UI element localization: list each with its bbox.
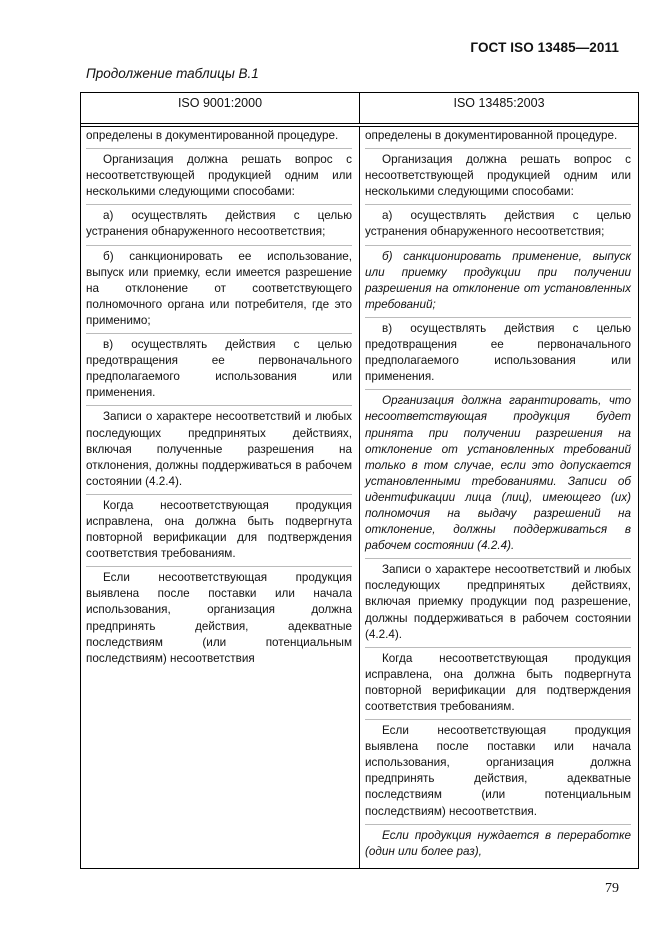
table-paragraph: Если несоответствующая продукция выявлена после поставки или начала использования, организация должна предпринять действия, адекватные последствиям (или потенциальным последствиям) несоответствия.	[365, 723, 631, 825]
table-paragraph: б) санкционировать применение, выпуск или приемку продукции при получении разрешения на отклонение от установленных требований;	[365, 249, 631, 318]
table-paragraph: Если несоответствующая продукция выявлена после поставки или начала использования, организация должна предпринять действия, адекватные последствиям (или потенциальным последствиям) несоответствия	[86, 571, 352, 665]
table-paragraph: Организация должна гарантировать, что несоответствующая продукция будет принята при получении разрешения на отклонение от установленных требований только в том случае, если это допускается установленными требованиями. Записи об идентификации лица (лиц), имеющего (их) полномочия на выдачу разрешений на отклонение, должны поддерживаться в рабочем состоянии (4.2.4).	[365, 393, 631, 559]
document-code: ГОСТ ISO 13485—2011	[470, 40, 619, 55]
table-paragraph: а) осуществлять действия с целью устранения обнаруженного несоответствия;	[86, 208, 352, 245]
table-paragraph: определены в документированной процедуре.	[365, 128, 631, 149]
table-paragraph: Организация должна решать вопрос с несоответствующей продукцией одним или несколькими следующими способами:	[86, 152, 352, 205]
table-caption: Продолжение таблицы В.1	[86, 66, 259, 81]
comparison-table	[80, 92, 639, 869]
table-paragraph: б) санкционировать ее использование, выпуск или приемку, если имеется разрешение на отклонение от соответствующего полномочного органа или потребителя, где это применимо;	[86, 249, 352, 334]
table-paragraph: Записи о характере несоответствий и любых последующих предпринятых действиях, включая полученные разрешения на отклонения, должны поддерживаться в рабочем состоянии (4.2.4).	[86, 409, 352, 494]
table-paragraph: Организация должна решать вопрос с несоответствующей продукцией одним или несколькими следующими способами:	[365, 152, 631, 205]
page-number: 79	[605, 881, 619, 896]
table-paragraph: Когда несоответствующая продукция исправлена, она должна быть подвергнута повторной верификации для подтверждения соответствия требованиям.	[86, 498, 352, 567]
table-paragraph: Записи о характере несоответствий и любых последующих предпринятых действиях, включая приемку продукции под разрешение, должны поддерживаться в рабочем состоянии (4.2.4).	[365, 562, 631, 647]
table-body	[81, 126, 638, 868]
table-paragraph: Если продукция нуждается в переработке (один или более раз),	[365, 828, 631, 858]
table-paragraph: Когда несоответствующая продукция исправлена, она должна быть подвергнута повторной верификации для подтверждения соответствия требованиям.	[365, 651, 631, 720]
column-header-iso-9001: ISO 9001:2000	[81, 93, 360, 123]
table-header-row	[81, 93, 638, 124]
column-header-iso-13485: ISO 13485:2003	[453, 96, 545, 110]
column-iso-13485	[360, 127, 638, 868]
table-paragraph: определены в документированной процедуре.	[86, 128, 352, 149]
table-paragraph: а) осуществлять действия с целью устранения обнаруженного несоответствия;	[365, 208, 631, 245]
table-paragraph: в) осуществлять действия с целью предотвращения ее первоначального предполагаемого использования или применения.	[86, 337, 352, 406]
column-iso-9001	[81, 127, 360, 868]
table-paragraph: в) осуществлять действия с целью предотвращения ее первоначального предполагаемого использования или применения.	[365, 321, 631, 390]
